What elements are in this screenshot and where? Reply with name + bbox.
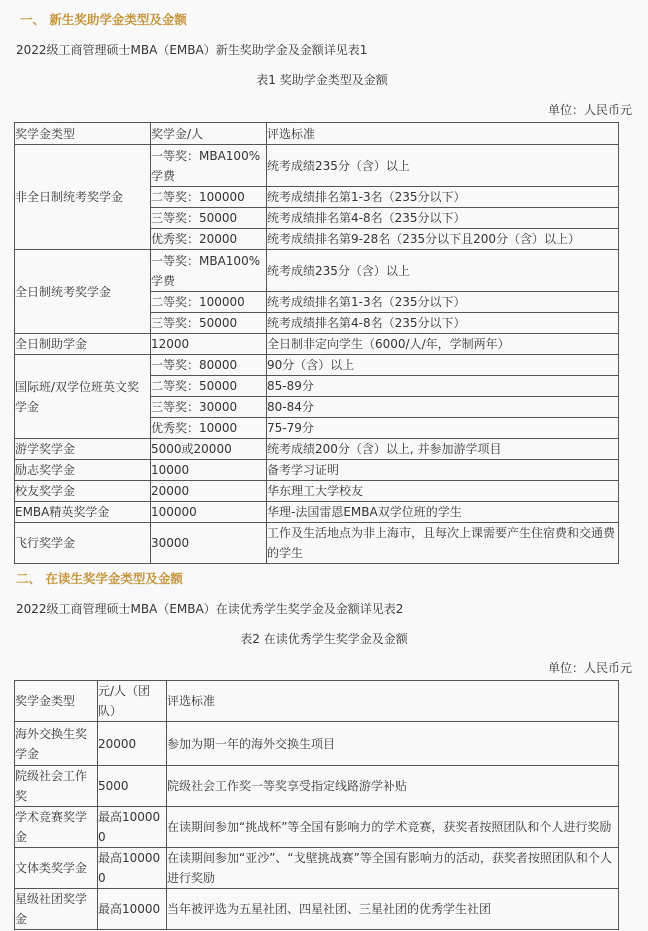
scholarship-type: 海外交换生奖学金 bbox=[15, 722, 98, 766]
scholarship-type: 游学奖学金 bbox=[15, 439, 151, 460]
criteria-cell: 当年被评选为五星社团、四星社团、三星社团的优秀学生社团 bbox=[167, 889, 619, 930]
amount-cell: 二等奖：100000 bbox=[151, 292, 267, 313]
amount-cell: 一等奖：MBA100%学费 bbox=[151, 250, 267, 292]
criteria-cell: 统考成绩排名第1-3名（235分以下） bbox=[267, 292, 619, 313]
criteria-cell: 统考成绩排名第4-8名（235分以下） bbox=[267, 208, 619, 229]
table2-unit: 单位：人民币元 bbox=[547, 661, 632, 675]
table1-unit: 单位：人民币元 bbox=[547, 103, 632, 117]
section2-heading: 二、 在读生奖学金类型及金额 bbox=[16, 571, 183, 586]
amount-cell: 最高10000 bbox=[98, 889, 167, 930]
amount-cell: 30000 bbox=[151, 523, 267, 564]
header-cell: 元/人（团队） bbox=[98, 681, 167, 722]
header-cell: 评选标准 bbox=[267, 123, 619, 145]
table-row bbox=[15, 145, 619, 187]
table-header bbox=[15, 681, 619, 722]
table-row bbox=[15, 250, 619, 292]
scholarship-type: 全日制统考奖学金 bbox=[15, 250, 151, 334]
table2 bbox=[14, 680, 619, 930]
table-row bbox=[15, 460, 619, 481]
scholarship-type: 文体类奖学金 bbox=[15, 848, 98, 889]
scholarship-type: 飞行奖学金 bbox=[15, 523, 151, 564]
table-row bbox=[15, 722, 619, 766]
criteria-cell: 统考成绩235分（含）以上 bbox=[267, 250, 619, 292]
table-row bbox=[15, 523, 619, 564]
amount-cell: 100000 bbox=[151, 502, 267, 523]
table1-caption: 表1 奖助学金类型及金额 bbox=[256, 73, 388, 87]
scholarship-type: EMBA精英奖学金 bbox=[15, 502, 151, 523]
amount-cell: 三等奖：30000 bbox=[151, 397, 267, 418]
scholarship-type: 院级社会工作奖 bbox=[15, 766, 98, 807]
criteria-cell: 80-84分 bbox=[267, 397, 619, 418]
amount-cell: 20000 bbox=[151, 481, 267, 502]
criteria-cell: 在读期间参加“亚沙”、“戈壁挑战赛”等全国有影响力的活动，获奖者按照团队和个人进行奖励 bbox=[167, 848, 619, 889]
table2-caption: 表2 在读优秀学生奖学金及金额 bbox=[240, 632, 408, 646]
section1-heading: 一、 新生奖助学金类型及金额 bbox=[20, 12, 187, 27]
criteria-cell: 统考成绩排名第9-28名（235分以下且200分（含）以上） bbox=[267, 229, 619, 250]
table-row bbox=[15, 889, 619, 930]
criteria-cell: 统考成绩排名第1-3名（235分以下） bbox=[267, 187, 619, 208]
scholarship-type: 星级社团奖学金 bbox=[15, 889, 98, 930]
amount-cell: 三等奖：50000 bbox=[151, 313, 267, 334]
criteria-cell: 统考成绩排名第4-8名（235分以下） bbox=[267, 313, 619, 334]
table-row bbox=[15, 439, 619, 460]
header-cell: 评选标准 bbox=[167, 681, 619, 722]
criteria-cell: 参加为期一年的海外交换生项目 bbox=[167, 722, 619, 766]
table-row bbox=[15, 807, 619, 848]
criteria-cell: 在读期间参加“挑战杯”等全国有影响力的学术竞赛，获奖者按照团队和个人进行奖励 bbox=[167, 807, 619, 848]
amount-cell: 10000 bbox=[151, 460, 267, 481]
criteria-cell: 统考成绩235分（含）以上 bbox=[267, 145, 619, 187]
amount-cell: 三等奖：50000 bbox=[151, 208, 267, 229]
scholarship-type: 学术竞赛奖学金 bbox=[15, 807, 98, 848]
table-row bbox=[15, 355, 619, 376]
header-cell: 奖学金类型 bbox=[15, 123, 151, 145]
criteria-cell: 90分（含）以上 bbox=[267, 355, 619, 376]
scholarship-type: 励志奖学金 bbox=[15, 460, 151, 481]
amount-cell: 二等奖：100000 bbox=[151, 187, 267, 208]
table-row bbox=[15, 502, 619, 523]
amount-cell: 5000或20000 bbox=[151, 439, 267, 460]
table1 bbox=[14, 122, 619, 564]
header-cell: 奖学金类型 bbox=[15, 681, 98, 722]
amount-cell: 一等奖：80000 bbox=[151, 355, 267, 376]
amount-cell: 20000 bbox=[98, 722, 167, 766]
table-row bbox=[15, 766, 619, 807]
table-header bbox=[15, 123, 619, 145]
table-row bbox=[15, 848, 619, 889]
amount-cell: 12000 bbox=[151, 334, 267, 355]
table-row bbox=[15, 334, 619, 355]
scholarship-type: 国际班/双学位班英文奖学金 bbox=[15, 355, 151, 439]
header-cell: 奖学金/人 bbox=[151, 123, 267, 145]
amount-cell: 最高100000 bbox=[98, 848, 167, 889]
scholarship-type: 非全日制统考奖学金 bbox=[15, 145, 151, 250]
table-row bbox=[15, 481, 619, 502]
criteria-cell: 备考学习证明 bbox=[267, 460, 619, 481]
amount-cell: 最高100000 bbox=[98, 807, 167, 848]
scholarship-type: 校友奖学金 bbox=[15, 481, 151, 502]
criteria-cell: 75-79分 bbox=[267, 418, 619, 439]
amount-cell: 二等奖：50000 bbox=[151, 376, 267, 397]
criteria-cell: 全日制非定向学生（6000/人/年，学制两年） bbox=[267, 334, 619, 355]
scholarship-type: 全日制助学金 bbox=[15, 334, 151, 355]
criteria-cell: 华理-法国雷恩EMBA双学位班的学生 bbox=[267, 502, 619, 523]
amount-cell: 一等奖：MBA100%学费 bbox=[151, 145, 267, 187]
criteria-cell: 院级社会工作奖一等奖享受指定线路游学补贴 bbox=[167, 766, 619, 807]
amount-cell: 优秀奖：20000 bbox=[151, 229, 267, 250]
section2-intro: 2022级工商管理硕士MBA（EMBA）在读优秀学生奖学金及金额详见表2 bbox=[16, 602, 404, 616]
criteria-cell: 85-89分 bbox=[267, 376, 619, 397]
criteria-cell: 统考成绩200分（含）以上, 并参加游学项目 bbox=[267, 439, 619, 460]
section1-intro: 2022级工商管理硕士MBA（EMBA）新生奖助学金及金额详见表1 bbox=[16, 43, 368, 57]
criteria-cell: 华东理工大学校友 bbox=[267, 481, 619, 502]
criteria-cell: 工作及生活地点为非上海市，且每次上课需要产生住宿费和交通费的学生 bbox=[267, 523, 619, 564]
amount-cell: 5000 bbox=[98, 766, 167, 807]
amount-cell: 优秀奖：10000 bbox=[151, 418, 267, 439]
